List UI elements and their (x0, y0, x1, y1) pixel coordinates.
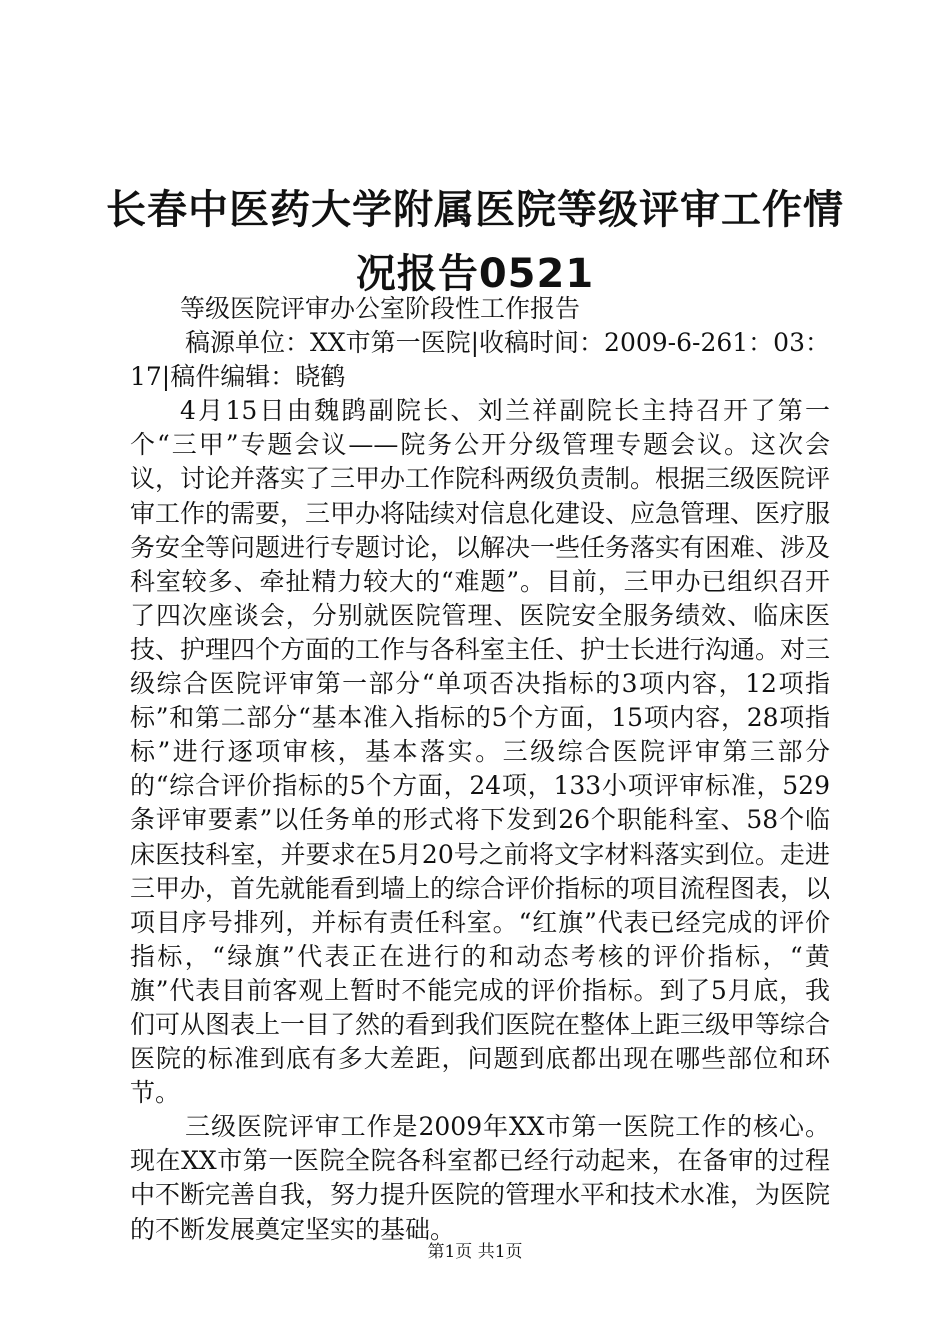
paragraph-1: 4月15日由魏鹍副院长、刘兰祥副院长主持召开了第一个“三甲”专题会议——院务公开分级管理专题会议。这次会议，讨论并落实了三甲办工作院科两级负责制。根据三级医院评审工作的需要，三甲办将陆续对信息化建设、应急管理、医疗服务安全等问题进行专题讨论，以解决一些任务落实有困难、涉及科室较多、牵扯精力较大的“难题”。目前，三甲办已组织召开了四次座谈会，分别就医院管理、医院安全服务绩效、临床医技、护理四个方面的工作与各科室主任、护士长进行沟通。对三级综合医院评审第一部分“单项否决指标的3项内容，12项指标”和第二部分“基本准入指标的5个方面，15项内容，28项指标”进行逐项审核，基本落实。三级综合医院评审第三部分的“综合评价指标的5个方面，24项，133小项评审标准，529条评审要素”以任务单的形式将下发到26个职能科室、58个临床医技科室，并要求在5月20号之前将文字材料落实到位。走进三甲办，首先就能看到墙上的综合评价指标的项目流程图表，以项目序号排列，并标有责任科室。“红旗”代表已经完成的评价指标，“绿旗”代表正在进行的和动态考核的评价指标，“黄旗”代表目前客观上暂时不能完成的评价指标。到了5月底，我们可从图表上一目了然的看到我们医院在整体上距三级甲等综合医院的标准到底有多大差距，问题到底都出现在哪些部位和环节。 (130, 396, 831, 1108)
paragraph-2: 三级医院评审工作是2009年XX市第一医院工作的核心。现在XX市第一医院全院各科室都已经行动起来，在备审的过程中不断完善自我，努力提升医院的管理水平和技术水准，为医院的不断发展奠定坚实的基础。 (130, 1112, 831, 1244)
page-footer: 第1页 共1页 (427, 1242, 523, 1262)
source-line: 稿源单位：XX市第一医院|收稿时间：2009-6-261：03：17|稿件编辑：晓鹤 (130, 328, 830, 392)
document-body (130, 292, 830, 1247)
document-subtitle: 等级医院评审办公室阶段性工作报告 (180, 294, 581, 323)
document-title: 长春中医药大学附属医院等级评审工作情况报告0521 (106, 187, 844, 297)
